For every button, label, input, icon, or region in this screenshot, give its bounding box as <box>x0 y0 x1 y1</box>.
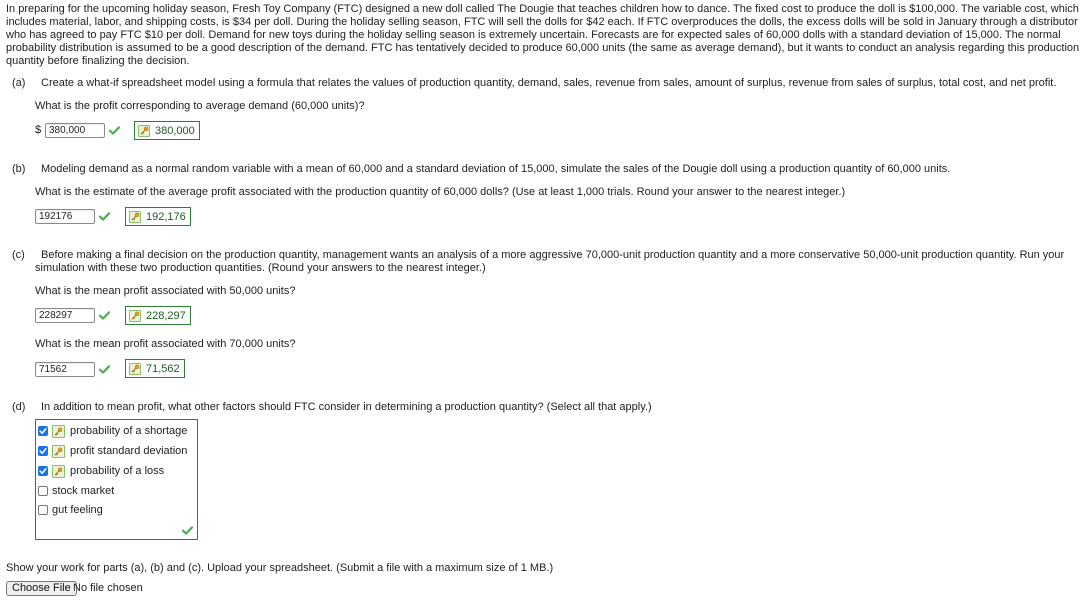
choose-file-button[interactable]: Choose File <box>6 581 77 596</box>
option-gut-feeling[interactable] <box>38 503 103 517</box>
key-icon <box>129 211 141 223</box>
option-label: profit standard deviation <box>70 445 188 457</box>
option-label: probability of a shortage <box>70 425 188 437</box>
part-c-70k-correct-answer <box>125 359 185 378</box>
part-a-answer-value: 380,000 <box>155 124 195 137</box>
part-c-text-line1: Before making a final decision on the production quantity, management wants an analysis of a more aggressive 70,000-unit production quantity and a more conservative 50,000-unit production quantity. Run your <box>41 249 1065 261</box>
part-a-text: Create a what-if spreadsheet model using a formula that relates the values of production quantity, demand, sales, revenue from sales, amount of surplus, revenue from sales of surplus, total cost, and net profit. <box>41 77 1057 89</box>
part-a-correct-answer <box>134 121 200 140</box>
part-b-prompt <box>12 163 950 176</box>
file-status: No file chosen <box>73 582 143 594</box>
part-c-70k-answer-value: 71,562 <box>146 362 180 375</box>
correct-check-icon <box>99 311 110 320</box>
part-b-answer-input[interactable] <box>35 209 95 224</box>
part-c-label: (c) <box>12 249 25 261</box>
checkbox-checked[interactable] <box>38 466 48 476</box>
key-icon <box>52 445 65 458</box>
option-label: probability of a loss <box>70 465 165 477</box>
key-icon <box>129 310 141 322</box>
checkbox-checked[interactable] <box>38 446 48 456</box>
part-c-prompt <box>12 249 1064 262</box>
correct-check-icon <box>182 526 193 535</box>
part-c-50k-answer-value: 228,297 <box>146 309 186 322</box>
key-icon <box>129 363 141 375</box>
part-c-text-line2: simulation with these two production quantities. (Round your answers to the nearest integer.) <box>35 262 486 274</box>
correct-check-icon <box>99 365 110 374</box>
part-c-50k-correct-answer <box>125 306 191 325</box>
option-stock-market[interactable] <box>38 484 114 498</box>
checkbox-unchecked[interactable] <box>38 505 48 515</box>
option-label: gut feeling <box>52 504 103 516</box>
part-b-text: Modeling demand as a normal random variable with a mean of 60,000 and a standard deviation of 15,000, simulate the sales of the Dougie doll using a production quantity of 60,000 units. <box>41 163 951 175</box>
part-d-prompt <box>12 401 652 414</box>
part-c-question-70k: What is the mean profit associated with 70,000 units? <box>35 338 296 350</box>
checkbox-checked[interactable] <box>38 426 48 436</box>
part-b-question: What is the estimate of the average profit associated with the production quantity of 60,000 dolls? (Use at least 1,000 trials. Round your answer to the nearest integer.) <box>35 186 846 198</box>
problem-intro: In preparing for the upcoming holiday season, Fresh Toy Company (FTC) designed a new doll called The Dougie that teaches children how to dance. The fixed cost to produce the doll is $100,000. The variable cost, which includes material, labor, and shipping costs, is $34 per doll. During the holiday selling season, FTC will sell the dolls for $42 each. If FTC overproduces the dolls, the excess dolls will be sold in January through a distributor who has agreed to pay FTC $10 per doll. Demand for new toys during the holiday selling season is extremely uncertain. Forecasts are for expected sales of 60,000 dolls with a standard deviation of 15,000. The normal probability distribution is assumed to be a good description of the demand. FTC has tentatively decided to produce 60,000 units (the same as average demand), but it wants to conduct an analysis regarding this production quantity before finalizing the decision. <box>6 3 1080 67</box>
part-a-answer-input[interactable] <box>45 123 105 138</box>
part-a-label: (a) <box>12 77 26 89</box>
part-c-50k-answer-input[interactable] <box>35 308 95 323</box>
part-b-correct-answer <box>125 207 191 226</box>
part-c-question-50k: What is the mean profit associated with 50,000 units? <box>35 285 296 297</box>
option-probability-of-loss[interactable] <box>38 464 164 478</box>
part-a-prompt <box>12 77 1056 90</box>
part-d-options-group <box>35 419 198 540</box>
part-b-answer-value: 192,176 <box>146 210 186 223</box>
option-profit-standard-deviation[interactable] <box>38 444 187 458</box>
key-icon <box>52 425 65 438</box>
part-c-70k-answer-input[interactable] <box>35 362 95 377</box>
checkbox-unchecked[interactable] <box>38 486 48 496</box>
key-icon <box>52 465 65 478</box>
correct-check-icon <box>109 126 120 135</box>
part-a-question: What is the profit corresponding to average demand (60,000 units)? <box>35 100 365 112</box>
upload-instruction: Show your work for parts (a), (b) and (c). Upload your spreadsheet. (Submit a file with a maximum size of 1 MB.) <box>6 562 554 574</box>
currency-symbol: $ <box>35 124 42 136</box>
part-d-text: In addition to mean profit, what other factors should FTC consider in determining a production quantity? (Select all that apply.) <box>41 401 652 413</box>
part-d-label: (d) <box>12 401 26 413</box>
correct-check-icon <box>99 212 110 221</box>
part-b-label: (b) <box>12 163 26 175</box>
option-probability-of-shortage[interactable] <box>38 424 187 438</box>
key-icon <box>138 125 150 137</box>
option-label: stock market <box>52 485 115 497</box>
